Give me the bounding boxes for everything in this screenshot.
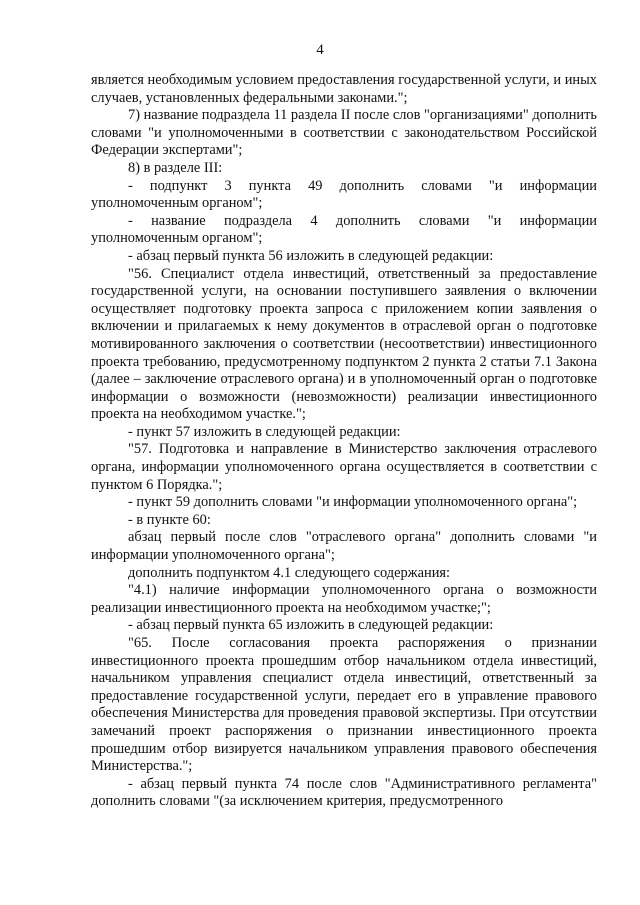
paragraph-point-60-first: абзац первый после слов "отраслевого органа" дополнить словами "и информации уполномоченного органа"; xyxy=(91,529,597,564)
paragraph-subpoint-49: - подпункт 3 пункта 49 дополнить словами "и информации уполномоченным органом"; xyxy=(91,177,597,212)
paragraph-point-60-add: дополнить подпунктом 4.1 следующего содержания: xyxy=(128,564,451,581)
paragraph-point-60-intro: - в пункте 60: xyxy=(128,511,211,528)
paragraph-point-65-intro: - абзац первый пункта 65 изложить в следующей редакции: xyxy=(128,617,494,634)
paragraph-item-8: 8) в разделе III: xyxy=(128,159,223,176)
paragraph-subpoint-4-1: "4.1) наличие информации уполномоченного органа о возможности реализации инвестиционного проекта на необходимом участке;"; xyxy=(91,582,597,616)
paragraph-item-7: 7) название подраздела 11 раздела II после слов "организациями" дополнить словами "и уполномоченными в соответствии с законодательством Российской Федерации экспертами"; xyxy=(91,107,597,159)
paragraph-subsection-4: - название подраздела 4 дополнить словами "и информации уполномоченным органом"; xyxy=(91,212,597,247)
page-number: 4 xyxy=(316,42,324,58)
paragraph-point-74: - абзац первый пункта 74 после слов "Административного регламента" дополнить словами "(за исключением критерия, предусмотренного xyxy=(91,775,597,810)
paragraph-point-57-intro: - пункт 57 изложить в следующей редакции: xyxy=(128,423,401,440)
paragraph-point-57-text: "57. Подготовка и направление в Министерство заключения отраслевого органа, информации уполномоченного органа осуществляется в соответствии с пунктом 6 Порядка."; xyxy=(91,441,597,493)
document-body xyxy=(91,72,597,811)
paragraph-point-56-intro: - абзац первый пункта 56 изложить в следующей редакции: xyxy=(128,247,494,264)
paragraph-continuation: является необходимым условием предоставления государственной услуги, и иных случаев, установленных федеральными законами."; xyxy=(91,72,597,106)
paragraph-point-56-text: "56. Специалист отдела инвестиций, ответственный за предоставление государственной услуги, на основании поступившего заявления о включении осуществляет подготовку проекта запроса с приложением копии заявления о включении и прилагаемых к нему документов в отраслевой орган о подготовке мотивированного заключения о соответствии (несоответствии) инвестиционного проекта требованию, предусмотренному подпунктом 2 пункта 2 статьи 7.1 Закона (далее – заключение отраслевого органа) и в уполномоченный орган о подготовке информации о возможности (невозможности) реализации инвестиционного проекта на необходимом участке."; xyxy=(91,265,597,423)
paragraph-point-65-text: "65. После согласования проекта распоряжения о признании инвестиционного проекта прошедшим отбор начальником отдела инвестиций, начальником управления специалист отдела инвестиций, ответственный за предоставление государственной услуги, передает его в управление правового обеспечения Министерства для проведения правовой экспертизы. При отсутствии замечаний проект распоряжения о признании инвестиционного проекта прошедшим отбор визируется начальником управления правового обеспечения Министерства."; xyxy=(91,635,597,775)
paragraph-point-59: - пункт 59 дополнить словами "и информации уполномоченного органа"; xyxy=(128,494,578,511)
